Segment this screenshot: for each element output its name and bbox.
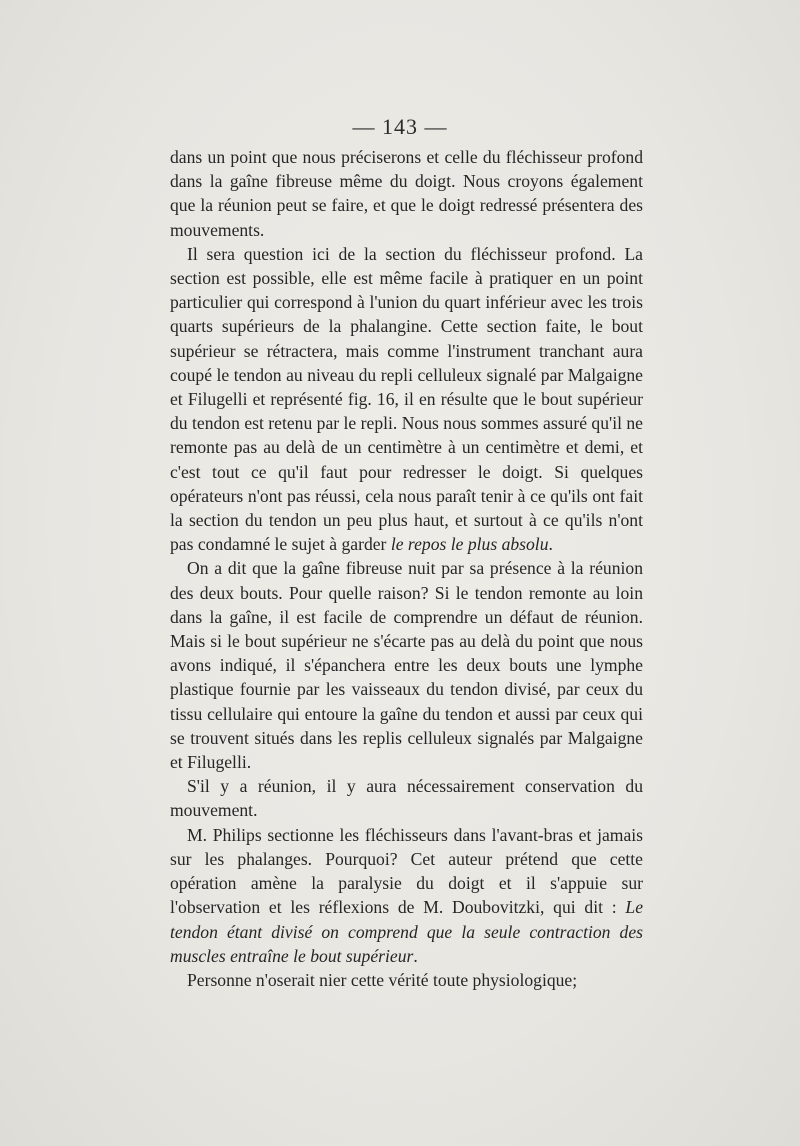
- paragraph-2: [170, 242, 643, 557]
- paragraph-6: [170, 968, 643, 992]
- page-number: — 143 —: [352, 114, 448, 139]
- paragraph-4-text: S'il y a réunion, il y aura nécessairement conservation du mouvement.: [170, 776, 643, 821]
- body-text: [170, 145, 643, 992]
- paragraph-5-italic: Le tendon étant divisé on comprend que la seule contraction des muscles entraîne le bout supérieur: [170, 897, 643, 966]
- paragraph-2-text: Il sera question ici de la section du fléchisseur profond. La section est possible, elle est même facile à pratiquer en un point particulier qui correspond à l'union du quart inférieur avec les trois quarts supérieurs de la phalangine. Cette section faite, le bout supérieur se rétractera, mais comme l'instrument tranchant aura coupé le tendon au niveau du repli celluleux signalé par Malgaigne et Filugelli et représenté fig. 16, il en résulte que le bout supérieur du tendon est retenu par le repli. Nous nous sommes assuré qu'il ne remonte pas au delà de un centimètre à un centimètre et demi, et c'est tout ce qu'il faut pour redresser le doigt. Si quelques opérateurs n'ont pas réussi, cela nous paraît tenir à ce qu'ils ont fait la section du tendon un peu plus haut, et surtout à ce qu'ils n'ont pas condamné le sujet à garder: [170, 243, 643, 555]
- paragraph-5-text: M. Philips sectionne les fléchisseurs dans l'avant-bras et jamais sur les phalanges. Pourquoi? Cet auteur prétend que cette opération amène la paralysie du doigt et il s'appuie sur l'observation et les réflexions de M. Doubovitzki, qui dit :: [170, 824, 643, 918]
- paragraph-5-end: .: [413, 945, 418, 966]
- paragraph-5: [170, 823, 643, 968]
- paragraph-2-italic: le repos le plus absolu: [390, 534, 549, 555]
- paragraph-3-text: On a dit que la gaîne fibreuse nuit par sa présence à la réunion des deux bouts. Pour quelle raison? Si le tendon remonte au loin dans la gaîne, il est facile de comprendre un défaut de réunion. Mais si le bout supérieur ne s'écarte pas au delà du point que nous avons indiqué, il s'épanchera entre les deux bouts une lymphe plastique fournie par les vaisseaux du tendon divisé, par ceux du tissu cellulaire qui entoure la gaîne du tendon et aussi par ceux qui se trouvent situés dans les replis celluleux signalés par Malgaigne et Filugelli.: [170, 558, 643, 773]
- paragraph-1: [170, 145, 643, 242]
- paragraph-6-text: Personne n'oserait nier cette vérité toute physiologique;: [187, 969, 578, 990]
- paragraph-2-end: .: [548, 534, 553, 555]
- paragraph-3: [170, 556, 643, 774]
- paragraph-4: [170, 774, 643, 822]
- paragraph-1-text: dans un point que nous préciserons et celle du fléchisseur profond dans la gaîne fibreuse même du doigt. Nous croyons également que la réunion peut se faire, et que le doigt redressé présentera des mouvements.: [170, 147, 643, 240]
